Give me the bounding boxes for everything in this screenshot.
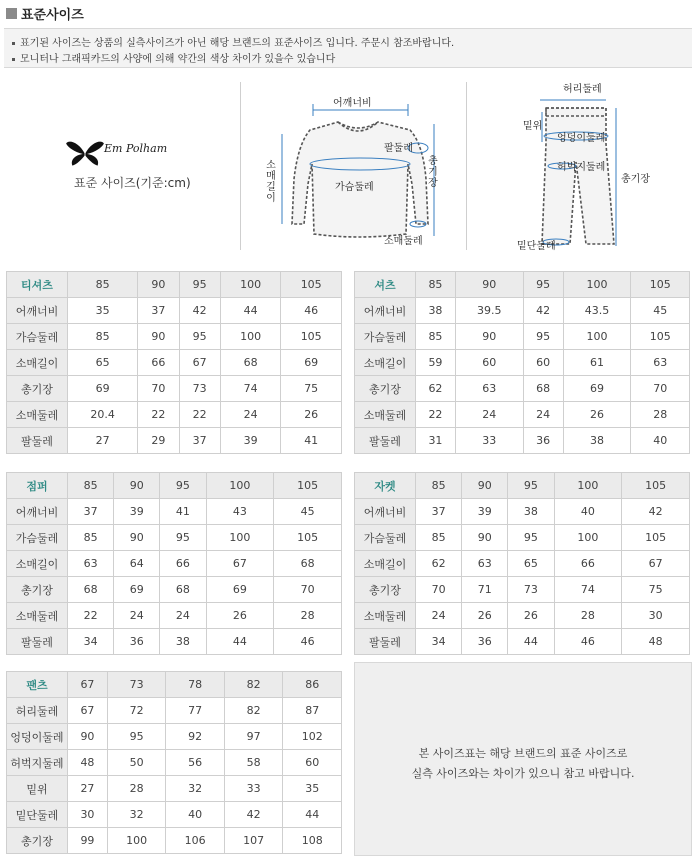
table-cell: 100 [554, 525, 622, 551]
table-cell: 87 [283, 698, 342, 724]
size-header: 82 [224, 672, 283, 698]
table-cell: 92 [166, 724, 225, 750]
table-cell: 70 [274, 577, 342, 603]
table-cell: 69 [68, 376, 138, 402]
table-cell: 95 [107, 724, 166, 750]
table-cell: 27 [68, 776, 108, 802]
size-header: 90 [138, 272, 179, 298]
table-cell: 34 [416, 629, 462, 655]
table-cell: 105 [631, 324, 690, 350]
size-header: 67 [68, 672, 108, 698]
table-cell: 22 [68, 603, 114, 629]
table-row [355, 402, 690, 428]
notice-box [4, 28, 692, 68]
table-cell: 105 [281, 324, 342, 350]
table-cell: 68 [523, 376, 563, 402]
butterfly-logo-icon [64, 137, 106, 169]
table-cell: 107 [224, 828, 283, 854]
table-cell: 38 [416, 298, 456, 324]
label-hip: 엉덩이둘레 [557, 133, 606, 144]
table-cell: 100 [206, 525, 274, 551]
table-cell: 26 [462, 603, 508, 629]
table-cell: 95 [179, 324, 220, 350]
table-cell: 105 [622, 525, 690, 551]
table-cell: 40 [631, 428, 690, 454]
table-cell: 38 [563, 428, 631, 454]
table-row [7, 499, 342, 525]
table-cell: 36 [114, 629, 160, 655]
size-header: 78 [166, 672, 225, 698]
page-title: 표준사이즈 [21, 7, 84, 23]
table-cell: 48 [68, 750, 108, 776]
table-row [355, 350, 690, 376]
table-cell: 43.5 [563, 298, 631, 324]
table-cell: 22 [138, 402, 179, 428]
table-header-row [355, 272, 690, 298]
table-cell: 63 [631, 350, 690, 376]
table-cell: 22 [179, 402, 220, 428]
table-cell: 28 [554, 603, 622, 629]
size-table-jacket [354, 472, 690, 655]
square-bullet-icon [6, 8, 17, 19]
label-waist: 허리둘레 [563, 84, 602, 95]
size-header: 85 [416, 272, 456, 298]
table-cell: 60 [523, 350, 563, 376]
label-rise: 밑위 [523, 121, 543, 132]
table-cell: 63 [68, 551, 114, 577]
table-cell: 95 [508, 525, 554, 551]
table-cell: 27 [68, 428, 138, 454]
size-header: 100 [554, 473, 622, 499]
table-cell: 45 [631, 298, 690, 324]
table-cell: 38 [508, 499, 554, 525]
table-cell: 35 [283, 776, 342, 802]
table-cell: 108 [283, 828, 342, 854]
row-label: 소매길이 [355, 350, 416, 376]
table-title: 티셔츠 [7, 272, 68, 298]
size-header: 100 [220, 272, 281, 298]
size-table-tshirt [6, 271, 342, 454]
label-sleeve-length: 소매길이 [266, 160, 276, 204]
table-row [355, 551, 690, 577]
row-label: 소매길이 [355, 551, 416, 577]
table-cell: 65 [508, 551, 554, 577]
table-cell: 28 [107, 776, 166, 802]
row-label: 총기장 [7, 828, 68, 854]
table-cell: 68 [160, 577, 206, 603]
size-header: 105 [622, 473, 690, 499]
row-label: 밑단둘레 [7, 802, 68, 828]
table-cell: 33 [224, 776, 283, 802]
table-cell: 30 [68, 802, 108, 828]
table-cell: 37 [179, 428, 220, 454]
table-cell: 39 [462, 499, 508, 525]
table-row [7, 324, 342, 350]
table-row [355, 428, 690, 454]
table-row [7, 376, 342, 402]
table-cell: 95 [523, 324, 563, 350]
table-row [7, 350, 342, 376]
table-row [355, 603, 690, 629]
row-label: 가슴둘레 [7, 324, 68, 350]
table-cell: 73 [179, 376, 220, 402]
table-cell: 100 [563, 324, 631, 350]
size-note-box [354, 662, 692, 856]
table-header-row [7, 473, 342, 499]
table-row [7, 698, 342, 724]
table-row [355, 629, 690, 655]
table-cell: 37 [416, 499, 462, 525]
table-cell: 32 [107, 802, 166, 828]
size-header: 90 [462, 473, 508, 499]
note-line: 실측 사이즈와는 차이가 있으니 참고 바랍니다. [411, 767, 635, 780]
table-cell: 75 [281, 376, 342, 402]
table-cell: 45 [274, 499, 342, 525]
table-cell: 70 [416, 577, 462, 603]
row-label: 소매둘레 [355, 402, 416, 428]
row-label: 총기장 [7, 376, 68, 402]
table-cell: 22 [416, 402, 456, 428]
bullet-icon [12, 58, 15, 61]
table-cell: 44 [220, 298, 281, 324]
table-cell: 59 [416, 350, 456, 376]
table-cell: 46 [281, 298, 342, 324]
table-cell: 85 [68, 525, 114, 551]
table-cell: 24 [523, 402, 563, 428]
table-row [7, 551, 342, 577]
size-header: 85 [68, 272, 138, 298]
table-cell: 67 [622, 551, 690, 577]
divider [240, 82, 241, 250]
table-cell: 90 [114, 525, 160, 551]
table-cell: 85 [416, 324, 456, 350]
table-cell: 73 [508, 577, 554, 603]
table-cell: 33 [455, 428, 523, 454]
table-cell: 58 [224, 750, 283, 776]
table-cell: 29 [138, 428, 179, 454]
notice-line [12, 50, 335, 65]
table-cell: 44 [206, 629, 274, 655]
table-cell: 48 [622, 629, 690, 655]
table-cell: 42 [179, 298, 220, 324]
row-label: 허벅지둘레 [7, 750, 68, 776]
row-label: 팔둘레 [7, 428, 68, 454]
row-label: 총기장 [355, 376, 416, 402]
table-cell: 44 [283, 802, 342, 828]
notice-line [12, 34, 454, 49]
label-arm-circumference: 팔둘레 [384, 143, 413, 154]
table-cell: 77 [166, 698, 225, 724]
size-header: 85 [68, 473, 114, 499]
table-cell: 24 [114, 603, 160, 629]
table-cell: 60 [455, 350, 523, 376]
table-cell: 36 [523, 428, 563, 454]
table-cell: 66 [138, 350, 179, 376]
table-cell: 36 [462, 629, 508, 655]
table-cell: 68 [274, 551, 342, 577]
table-cell: 40 [166, 802, 225, 828]
table-row [355, 376, 690, 402]
table-cell: 74 [554, 577, 622, 603]
table-cell: 24 [455, 402, 523, 428]
table-cell: 35 [68, 298, 138, 324]
table-row [7, 603, 342, 629]
table-row [7, 428, 342, 454]
table-cell: 32 [166, 776, 225, 802]
table-cell: 70 [631, 376, 690, 402]
table-cell: 82 [224, 698, 283, 724]
table-header-row [7, 272, 342, 298]
size-header: 105 [281, 272, 342, 298]
table-cell: 31 [416, 428, 456, 454]
table-cell: 68 [68, 577, 114, 603]
notice-text: 표기된 사이즈는 상품의 실측사이즈가 아닌 해당 브랜드의 표준사이즈 입니다. 주문시 참조바랍니다. [20, 38, 455, 49]
size-header: 95 [160, 473, 206, 499]
table-row [355, 324, 690, 350]
table-cell: 28 [274, 603, 342, 629]
table-row [355, 499, 690, 525]
table-cell: 75 [622, 577, 690, 603]
table-cell: 85 [68, 324, 138, 350]
table-row [7, 724, 342, 750]
table-cell: 65 [68, 350, 138, 376]
size-header: 90 [114, 473, 160, 499]
table-cell: 62 [416, 551, 462, 577]
table-cell: 24 [160, 603, 206, 629]
row-label: 가슴둘레 [355, 525, 416, 551]
table-cell: 90 [462, 525, 508, 551]
table-cell: 38 [160, 629, 206, 655]
table-cell: 90 [68, 724, 108, 750]
size-header: 105 [631, 272, 690, 298]
table-row [355, 577, 690, 603]
table-cell: 99 [68, 828, 108, 854]
size-header: 95 [179, 272, 220, 298]
table-cell: 106 [166, 828, 225, 854]
table-row [7, 629, 342, 655]
size-table-pants [6, 671, 342, 854]
row-label: 소매길이 [7, 551, 68, 577]
table-cell: 67 [206, 551, 274, 577]
row-label: 총기장 [7, 577, 68, 603]
table-row [7, 750, 342, 776]
label-total-length: 총기장 [428, 156, 438, 189]
table-cell: 34 [68, 629, 114, 655]
table-cell: 42 [523, 298, 563, 324]
table-cell: 26 [508, 603, 554, 629]
table-cell: 97 [224, 724, 283, 750]
table-cell: 61 [563, 350, 631, 376]
table-cell: 46 [274, 629, 342, 655]
row-label: 팔둘레 [355, 629, 416, 655]
table-cell: 42 [224, 802, 283, 828]
table-cell: 43 [206, 499, 274, 525]
table-row [7, 402, 342, 428]
table-cell: 41 [160, 499, 206, 525]
table-cell: 71 [462, 577, 508, 603]
row-label: 엉덩이둘레 [7, 724, 68, 750]
row-label: 소매길이 [7, 350, 68, 376]
size-header: 100 [206, 473, 274, 499]
size-header: 95 [523, 272, 563, 298]
table-cell: 62 [416, 376, 456, 402]
table-cell: 100 [107, 828, 166, 854]
table-row [7, 802, 342, 828]
table-cell: 56 [166, 750, 225, 776]
table-title: 점퍼 [7, 473, 68, 499]
table-cell: 26 [563, 402, 631, 428]
row-label: 팔둘레 [355, 428, 416, 454]
row-label: 어깨너비 [355, 499, 416, 525]
table-title: 자켓 [355, 473, 416, 499]
label-cuff: 소매둘레 [384, 236, 423, 247]
table-title: 팬츠 [7, 672, 68, 698]
table-cell: 37 [138, 298, 179, 324]
row-label: 소매둘레 [7, 402, 68, 428]
table-cell: 90 [138, 324, 179, 350]
label-thigh: 허벅지둘레 [557, 162, 606, 173]
table-cell: 90 [455, 324, 523, 350]
table-cell: 69 [563, 376, 631, 402]
table-cell: 95 [160, 525, 206, 551]
table-cell: 67 [179, 350, 220, 376]
note-line: 본 사이즈표는 해당 브랜드의 표준 사이즈로 [418, 747, 628, 760]
table-cell: 26 [281, 402, 342, 428]
table-cell: 26 [206, 603, 274, 629]
table-row [7, 525, 342, 551]
table-cell: 66 [554, 551, 622, 577]
table-cell: 46 [554, 629, 622, 655]
table-cell: 66 [160, 551, 206, 577]
table-header-row [7, 672, 342, 698]
row-label: 허리둘레 [7, 698, 68, 724]
table-cell: 105 [274, 525, 342, 551]
size-header: 86 [283, 672, 342, 698]
row-label: 소매둘레 [7, 603, 68, 629]
size-header: 100 [563, 272, 631, 298]
notice-text: 모니터나 그래픽카드의 사양에 의해 약간의 색상 차이가 있을수 있습니다 [20, 54, 336, 65]
table-cell: 39 [114, 499, 160, 525]
table-cell: 20.4 [68, 402, 138, 428]
size-header: 85 [416, 473, 462, 499]
size-header: 105 [274, 473, 342, 499]
size-header: 73 [107, 672, 166, 698]
row-label: 어깨너비 [7, 499, 68, 525]
row-label: 총기장 [355, 577, 416, 603]
size-header: 90 [455, 272, 523, 298]
brand-logo-text: Em Polham [104, 142, 168, 155]
table-title: 셔츠 [355, 272, 416, 298]
table-cell: 50 [107, 750, 166, 776]
row-label: 팔둘레 [7, 629, 68, 655]
table-cell: 63 [462, 551, 508, 577]
bullet-icon [12, 42, 15, 45]
table-cell: 28 [631, 402, 690, 428]
table-cell: 69 [206, 577, 274, 603]
row-label: 밑위 [7, 776, 68, 802]
table-row [7, 776, 342, 802]
table-cell: 42 [622, 499, 690, 525]
table-cell: 41 [281, 428, 342, 454]
table-cell: 67 [68, 698, 108, 724]
size-header: 95 [508, 473, 554, 499]
table-cell: 24 [220, 402, 281, 428]
standard-size-label: 표준 사이즈(기준:cm) [74, 176, 191, 190]
table-cell: 40 [554, 499, 622, 525]
table-cell: 30 [622, 603, 690, 629]
table-cell: 72 [107, 698, 166, 724]
table-cell: 100 [220, 324, 281, 350]
table-cell: 60 [283, 750, 342, 776]
size-table-shirt [354, 271, 690, 454]
row-label: 가슴둘레 [7, 525, 68, 551]
table-cell: 74 [220, 376, 281, 402]
table-row [7, 298, 342, 324]
table-row [7, 828, 342, 854]
row-label: 어깨너비 [355, 298, 416, 324]
label-pants-total-length: 총기장 [621, 174, 650, 185]
table-cell: 69 [281, 350, 342, 376]
table-cell: 39 [220, 428, 281, 454]
table-cell: 39.5 [455, 298, 523, 324]
row-label: 가슴둘레 [355, 324, 416, 350]
table-row [7, 577, 342, 603]
table-cell: 102 [283, 724, 342, 750]
table-cell: 85 [416, 525, 462, 551]
table-row [355, 298, 690, 324]
row-label: 어깨너비 [7, 298, 68, 324]
table-cell: 64 [114, 551, 160, 577]
label-chest: 가슴둘레 [335, 182, 374, 193]
table-cell: 70 [138, 376, 179, 402]
table-cell: 69 [114, 577, 160, 603]
table-cell: 24 [416, 603, 462, 629]
table-cell: 37 [68, 499, 114, 525]
divider [466, 82, 467, 250]
section-title-bar [4, 2, 692, 24]
table-row [355, 525, 690, 551]
table-cell: 63 [455, 376, 523, 402]
table-cell: 68 [220, 350, 281, 376]
size-table-jumper [6, 472, 342, 655]
row-label: 소매둘레 [355, 603, 416, 629]
table-cell: 44 [508, 629, 554, 655]
table-header-row [355, 473, 690, 499]
label-shoulder: 어깨너비 [333, 98, 372, 109]
label-hem: 밑단둘레 [517, 241, 556, 252]
